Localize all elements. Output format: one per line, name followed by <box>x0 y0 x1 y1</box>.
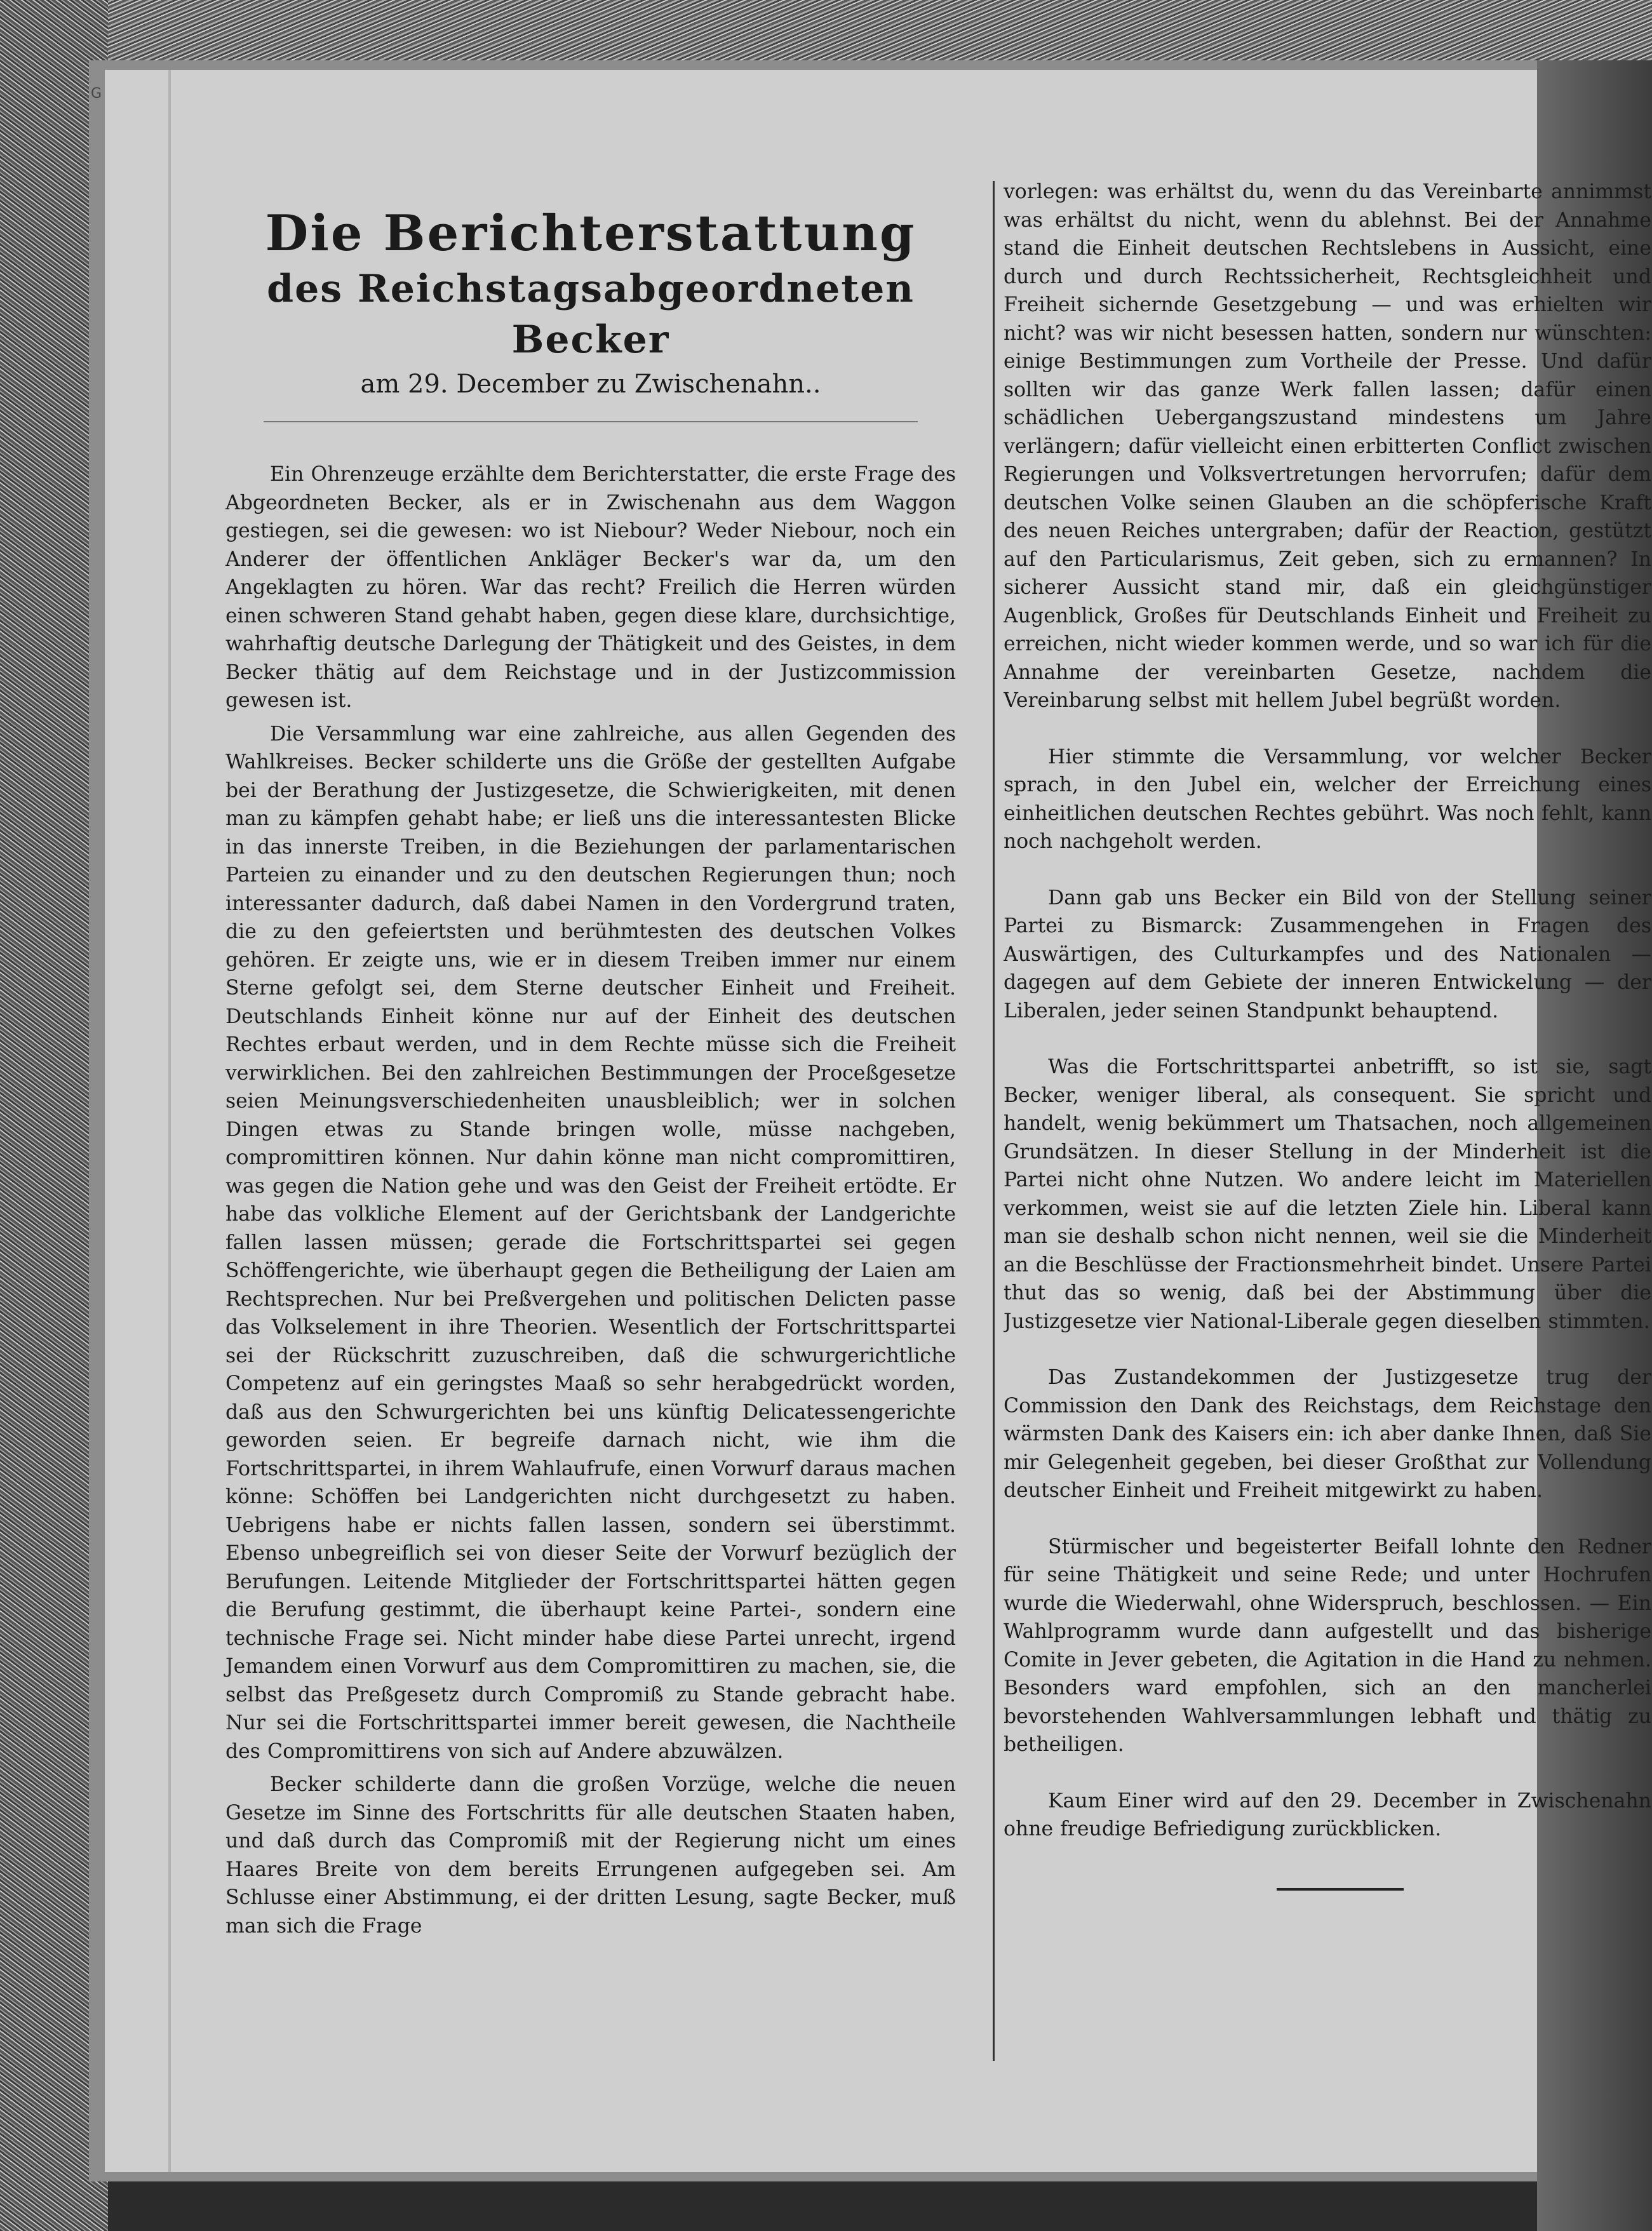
paragraph-gap <box>1004 1336 1651 1363</box>
article-subtitle: des Reichstagsabgeordneten Becker <box>267 267 915 362</box>
page-corner-mark: G <box>91 86 102 102</box>
paragraph-gap <box>1004 715 1651 743</box>
page-fold-line <box>168 70 171 2172</box>
paragraph-left-2: Die Versammlung war eine zahlreiche, aus allen Gegenden des Wahlkreises. Becker schilderte uns die Größe der gestellten Aufgabe bei der Berathung der Justizgesetze, die Schwierigkeiten, mit denen man zu kämpfen gehabt habe; er ließ uns die interessantesten Blicke in das innerste Treiben, in die Beziehungen der parlamentarischen Parteien zu einander und zu den deutschen Regierungen thun; noch interessanter dadurch, daß dabei Namen in den Vordergrund traten, die zu den gefeiertsten und berühmtesten des deutschen Volkes gehören. Er zeigte uns, wie er in diesem Treiben immer nur einem Sterne gefolgt sei, dem Sterne deutscher Einheit und Freiheit. Deutschlands Einheit könne nur auf der Einheit des deutschen Rechtes erbaut werden, und in dem Rechte müsse sich die Freiheit verwirklichen. Bei den zahlreichen Bestimmungen der Proceßgesetze seien Meinungsverschiedenheiten unausbleiblich; wer in solchen Dingen etwas zu Stande bringen wolle, müsse nachgeben, compromittiren können. Nur dahin könne man nicht compromittiren, was gegen die Nation gehe und was den Geist der Freiheit ertödte. Er habe das volkliche Element auf der Gerichtsbank der Landgerichte fallen lassen müssen; gerade die Fortschrittspartei sei gegen Schöffengerichte, wie überhaupt gegen die Betheiligung der Laien am Rechtsprechen. Nur bei Preßvergehen und politischen Delicten passe das Volkselement in ihre Theorien. Wesentlich der Fortschrittspartei sei der Rückschritt zuzuschreiben, daß die schwurgerichtliche Competenz auf ein geringstes Maaß so sehr herabgedrückt worden, daß aus den Schwurgerichten bei uns künftig Delicatessengerichte geworden seien. Er begreife darnach nicht, wie ihm die Fortschrittspartei, in ihrem Wahlaufrufe, einen Vorwurf daraus machen könne: Schöffen bei Landgerichten nicht durchgesetzt zu haben. Uebrigens habe er nichts fallen lassen, sondern sei überstimmt. Ebenso unbegreiflich sei von dieser Seite der Vorwurf bezüglich der Berufungen. Leitende Mitglieder der Fortschrittspartei hätten gegen die Berufung gestimmt, die überhaupt keine Partei-, sondern eine technische Frage sei. Nicht minder habe diese Partei unrecht, irgend Jemandem einen Vorwurf aus dem Compromittiren zu machen, sie, die selbst das Preßgesetz durch Compromiß zu Stande gebracht habe. Nur sei die Fortschrittspartei immer bereit gewesen, die Nachtheile des Compromittirens von sich auf Andere abzuwälzen. <box>225 722 956 1763</box>
paragraph-left-3: Becker schilderte dann die großen Vorzüge, welche die neuen Gesetze im Sinne des Fortschritts für alle deutschen Staaten haben, und daß durch das Compromiß mit der Regierung nicht um eines Haares Breite von dem bereits Errungenen aufgegeben sei. Am Schlusse einer Abstimmung, ei der dritten Lesung, sagte Becker, muß man sich die Frage <box>225 1773 956 1938</box>
paragraph-right-1: vorlegen: was erhältst du, wenn du das Vereinbarte annimmst was erhältst du nicht, wenn du ablehnst. Bei der Annahme stand die Einheit deutschen Rechtslebens in Aussicht, eine durch und durch Rechtssicherheit, Rechtsgleichheit und Freiheit sichernde Gesetzgebung — und was erhielten wir nicht? was wir nicht besessen hatten, sondern nur wünschten: einige Bestimmungen zum Vortheile der Presse. Und dafür sollten wir das ganze Werk fallen lassen; dafür einen schädlichen Uebergangszustand mindestens um Jahre verlängern; dafür vielleicht einen erbitterten Conflict zwischen Regierungen und Volksvertretungen hervorrufen; dafür dem deutschen Volke seinen Glauben an die schöpferische Kraft des neuen Reiches untergraben; dafür der Reaction, gestützt auf den Particularismus, Zeit geben, sich zu ermannen? In sicherer Aussicht stand mir, daß ein gleichgünstiger Augenblick, Großes für Deutschlands Einheit und Freiheit zu erreichen, nicht wieder kommen werde, und so war ich für die Annahme der vereinbarten Gesetze, nachdem die Vereinbarung selbst mit hellem Jubel begrüßt worden. <box>1004 180 1651 712</box>
paragraph-right-3: Dann gab uns Becker ein Bild von der Stellung seiner Partei zu Bismarck: Zusammengehen in Fragen des Auswärtigen, des Culturkampfes und des Nationalen — dagegen auf dem Gebiete der inneren Entwickelung — der Liberalen, jeder seinen Standpunkt behauptend. <box>1004 886 1651 1022</box>
article-dateline: am 29. December zu Zwischenahn.. <box>360 370 821 399</box>
article-right-column <box>1004 178 1651 1891</box>
paragraph-right-4: Was die Fortschrittspartei anbetrifft, so ist sie, sagt Becker, weniger liberal, als consequent. Sie spricht und handelt, wenig bekümmert um Thatsachen, noch allgemeinen Grundsätzen. In dieser Stellung in der Minderheit ist die Partei nicht ohne Nutzen. Wo andere leicht im Materiellen verkommen, weist sie auf die letzten Ziele hin. Liberal kann man sie deshalb schon nicht nennen, weil sie die Minderheit an die Beschlüsse der Fractionsmehrheit bindet. Unsere Partei thut das so wenig, daß bei der Abstimmung über die Justizgesetze vier National-Liberale gegen dieselben stimmten. <box>1004 1055 1651 1333</box>
article-end-rule <box>1277 1888 1404 1891</box>
paragraph-left-1: Ein Ohrenzeuge erzählte dem Berichterstatter, die erste Frage des Abgeordneten Becker, als er in Zwischenahn aus dem Waggon gestiegen, sei die gewesen: wo ist Niebour? Weder Niebour, noch ein Anderer der öffentlichen Ankläger Becker's war da, um den Angeklagten zu hören. War das recht? Freilich die Herren würden einen schweren Stand gehabt haben, gegen diese klare, durchsichtige, wahrhaftig deutsche Darlegung der Thätigkeit und des Geistes, in dem Becker thätig auf dem Reichstage und in der Justizcommission gewesen ist. <box>225 463 956 712</box>
paragraph-gap <box>1004 1759 1651 1787</box>
paragraph-gap <box>1004 856 1651 884</box>
paragraph-right-5: Das Zustandekommen der Justizgesetze trug der Commission den Dank des Reichstags, dem Reichstage den wärmsten Dank des Kaisers ein: ich aber danke Ihnen, daß Sie mir Gelegenheit gegeben, bei dieser Großthat zur Vollendung deutscher Einheit und Freiheit mitgewirkt zu haben. <box>1004 1366 1651 1502</box>
paragraph-right-2: Hier stimmte die Versammlung, vor welcher Becker sprach, in den Jubel ein, welcher der Erreichung eines einheitlichen deutschen Rechtes gebührt. Was noch fehlt, kann noch nachgeholt werden. <box>1004 745 1651 853</box>
paragraph-gap <box>1004 1025 1651 1053</box>
paragraph-gap <box>1004 1505 1651 1533</box>
paragraph-right-6: Stürmischer und begeisterter Beifall lohnte den Redner für seine Thätigkeit und seine Rede; und unter Hochrufen wurde die Wiederwahl, ohne Widerspruch, beschlossen. — Ein Wahlprogramm wurde dann aufgestellt und das bisherige Comite in Jever gebeten, die Agitation in die Hand zu nehmen. Besonders ward empfohlen, sich an den mancherlei bevorstehenden Wahlversammlungen lebhaft und thätig zu betheiligen. <box>1004 1535 1651 1756</box>
column-divider <box>993 181 995 2061</box>
book-binding-top <box>108 0 1652 70</box>
article-left-column <box>225 178 956 1940</box>
paragraph-right-7: Kaum Einer wird auf den 29. December in Zwischenahn ohne freudige Befriedigung zurückblicken. <box>1004 1789 1651 1840</box>
title-divider <box>264 421 918 422</box>
article-title: Die Berichterstattung <box>265 204 917 262</box>
